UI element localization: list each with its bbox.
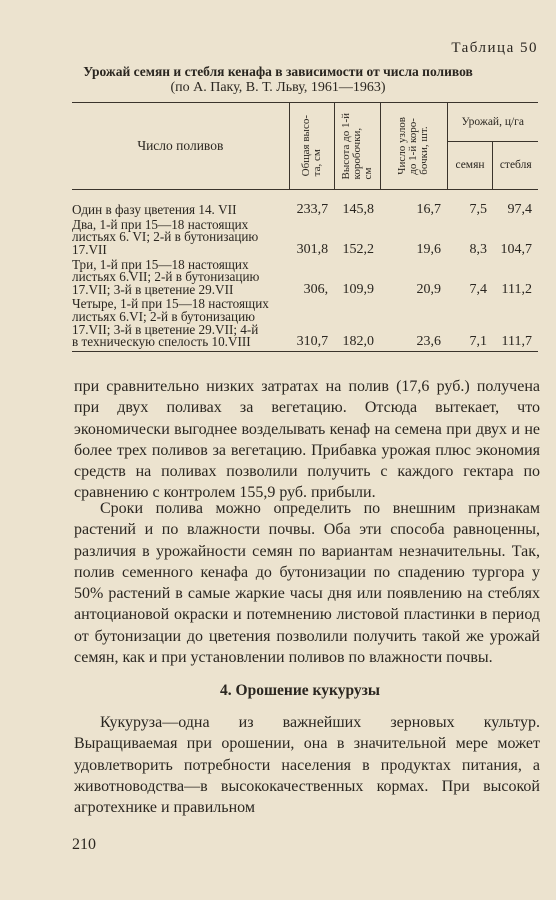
header-irrigations (72, 103, 289, 190)
cell-height: 301,8 (296, 241, 329, 257)
header-nodes-label: Число узлов до 1-й коро- бочки, шт. (396, 117, 431, 175)
header-box-height-label: Высота до 1-й коробочки, см (339, 112, 374, 180)
header-stems-label: стебля (499, 159, 532, 172)
yield-table (72, 102, 538, 352)
cell-stems: 104,7 (500, 241, 532, 257)
table-label: Таблица 50 (451, 40, 538, 56)
cell-nodes: 23,6 (416, 333, 442, 349)
table-row (72, 219, 538, 259)
header-seeds-label: семян (455, 159, 485, 172)
header-yield (447, 103, 538, 142)
row-label: Один в фазу цветения 14. VII (72, 202, 237, 218)
section-heading: 4. Орошение кукурузы (220, 682, 380, 699)
cell-stems: 97,4 (507, 202, 532, 217)
table-row (72, 259, 538, 299)
header-nodes (380, 103, 447, 190)
header-yield-label: Урожай, ц/га (461, 115, 525, 128)
yield-table-wrapper (72, 102, 538, 352)
cell-nodes: 19,6 (416, 241, 442, 257)
table-caption-source: (по А. Паку, В. Т. Льву, 1961—1963) (170, 80, 386, 95)
cell-nodes: 20,9 (416, 281, 442, 297)
cell-box-height: 109,9 (342, 281, 375, 297)
cell-seeds: 7,4 (469, 281, 487, 297)
cell-height: 310,7 (296, 333, 329, 349)
paragraph-corn-intro: Кукуруза—одна из важнейших зерновых культур. Выращиваемая при орошении, она в значительной мере может удовлетворить потребности населения в продуктах питания, а животноводства—в высококачественных кормах. При высокой агротехнике и правильном (74, 714, 540, 817)
header-total-height (289, 103, 334, 190)
cell-box-height: 182,0 (342, 333, 375, 349)
row-label: Три, 1-й при 15—18 настоящих листьях 6.VII; 2-й в бутонизацию 17.VII; 3-й в цветение 29.VII (72, 256, 260, 297)
cell-stems: 111,7 (501, 333, 532, 349)
header-seeds (447, 142, 493, 190)
cell-nodes: 16,7 (416, 202, 442, 217)
cell-seeds: 7,1 (469, 333, 487, 349)
page-number: 210 (72, 836, 96, 853)
cell-height: 306, (303, 281, 329, 297)
cell-box-height: 145,8 (342, 202, 375, 217)
row-label: Два, 1-й при 15—18 настоящих листьях 6. VI; 2-й в бутонизацию 17.VII (72, 216, 259, 257)
table-row (72, 298, 538, 351)
cell-stems: 111,2 (501, 281, 532, 297)
paragraph-irrigation-timing: Сроки полива можно определить по внешним признакам растений и по влажности почвы. Оба эти способа равноценны, различия в урожайности семян по вариантам незначительны. Так, полив семенного кенафа до бутонизации по спадению тургора у 50% растений в самые жаркие часы дня или появлению на стеблях антоциановой окраски и потемнению листовой пластинки в период от бутонизации до цветения позволили получить такой же урожай семян, как и при установлении поливов по влажности почвы. (74, 500, 540, 667)
table-row (72, 190, 538, 219)
cell-seeds: 7,5 (469, 202, 487, 217)
table-caption-title: Урожай семян и стебля кенафа в зависимости от числа поливов (83, 64, 473, 79)
header-box-height (334, 103, 380, 190)
header-total-height-label: Общая высо- та, см (299, 115, 323, 177)
paragraph-economic-conclusion: при сравнительно низких затратах на полив (17,6 руб.) получена при двух поливах за вегетацию. Отсюда вытекает, что экономически выгоднее возделывать кенаф на семена при двух и не более трех поливов за вегетацию. Прибавка урожая плюс экономия средств на поливах позволили получить с каждого гектара по сравнению с контролем 155,9 руб. прибыли. (74, 378, 540, 502)
cell-box-height: 152,2 (342, 241, 375, 257)
row-label: Четыре, 1-й при 15—18 настоящих листьях 6.VI; 2-й в бутонизацию 17.VII; 3-й в цветение 29.VII; 4-й в техническую спелость 10.VIII (72, 296, 269, 350)
cell-height: 233,7 (296, 202, 329, 217)
header-stems (493, 142, 538, 190)
cell-seeds: 8,3 (469, 241, 487, 257)
header-irrigations-label: Число поливов (137, 137, 224, 153)
